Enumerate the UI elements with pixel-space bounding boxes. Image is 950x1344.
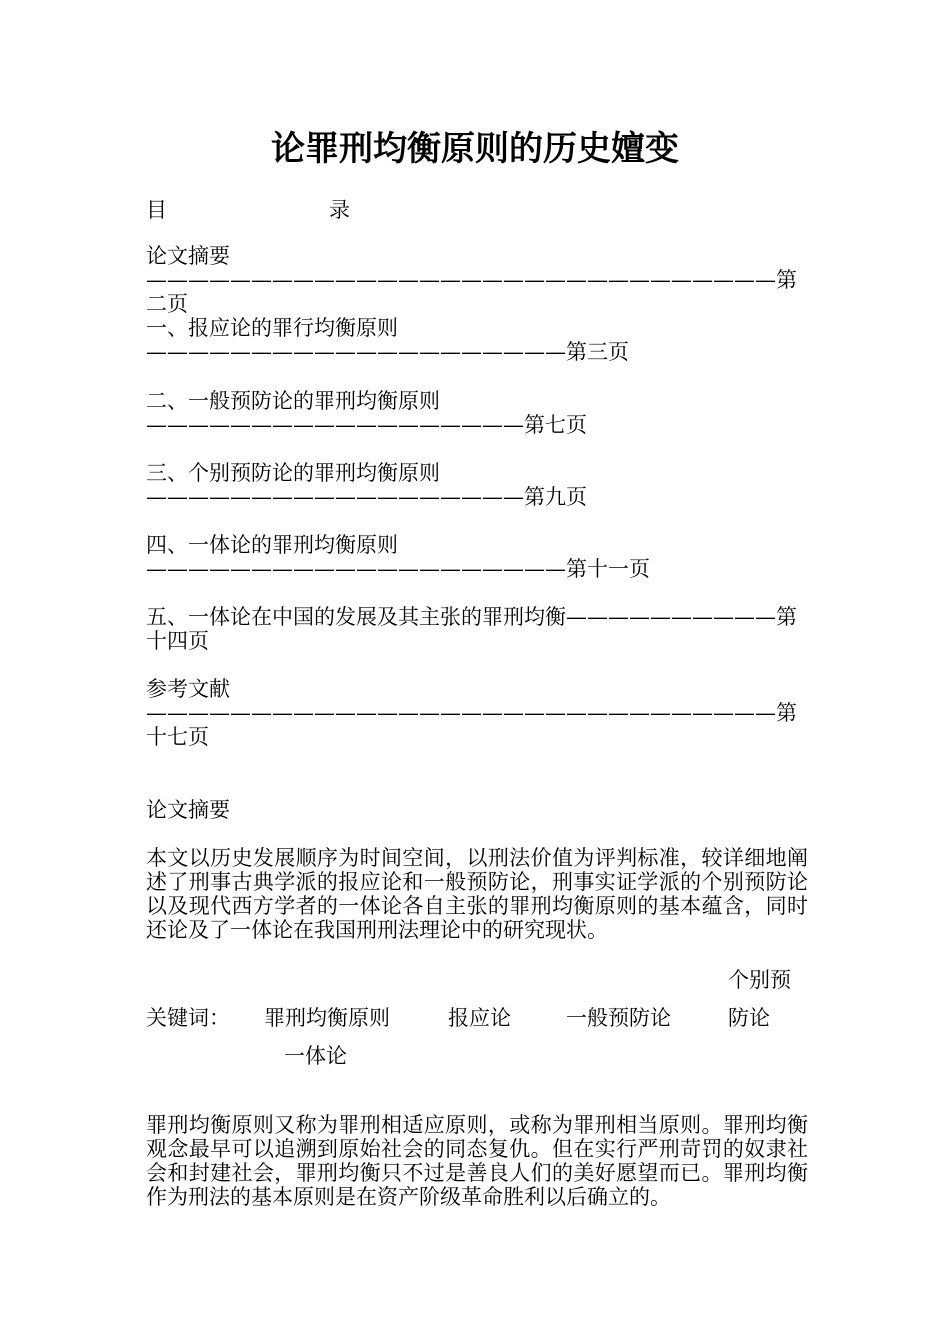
toc-entry-page: 第七页 <box>524 413 587 437</box>
keyword: 一般预防论 <box>566 1006 671 1030</box>
keyword: 一体论 <box>284 1044 347 1068</box>
abstract-body: 本文以历史发展顺序为时间空间，以刑法价值为评判标准，较详细地阐述了刑事古典学派的报应论和一般预防论，刑事实证学派的个别预防论以及现代西方学者的一体论各自主张的罪刑均衡原则的基本蕴含，同时还论及了一体论在我国刑刑法理论中的研究现状。 <box>146 846 808 942</box>
keyword: 报应论 <box>448 1006 511 1030</box>
toc-entry-leader: —————————— <box>566 605 776 629</box>
toc-entry-page: 第十七页 <box>146 701 797 749</box>
toc-entry <box>146 605 808 653</box>
document-title: 论罪刑均衡原则的历史嬗变 <box>271 129 679 169</box>
toc-entry-page: 第二页 <box>146 268 797 316</box>
toc-entry-text: 三、个别预防论的罪刑均衡原则 <box>146 461 440 485</box>
keywords-label: 关键词： <box>146 1006 230 1030</box>
toc-heading <box>146 196 350 224</box>
keyword: 个别预防论 <box>728 968 791 1030</box>
toc-entry-page: 第三页 <box>566 340 629 364</box>
intro-paragraph: 罪刑均衡原则又称为罪刑相适应原则，或称为罪刑相当原则。罪刑均衡观念最早可以追溯到原始社会的同态复仇。但在实行严刑苛罚的奴隶社会和封建社会，罪刑均衡只不过是善良人们的美好愿望而已。罪刑均衡作为刑法的基本原则是在资产阶级革命胜利以后确立的。 <box>146 1113 808 1209</box>
toc-entry <box>146 533 808 581</box>
toc-heading-right: 录 <box>329 198 350 222</box>
toc-heading-left: 目 <box>146 198 167 222</box>
toc-entry-text: 五、一体论在中国的发展及其主张的罪刑均衡 <box>146 605 566 629</box>
toc-entry-text: 参考文献 <box>146 677 230 701</box>
toc-entry-leader: —————————————————————————————— <box>146 701 776 725</box>
toc-entry-page: 第九页 <box>524 485 587 509</box>
toc-entry-page: 第十一页 <box>566 557 650 581</box>
toc-entry-text: 一、报应论的罪行均衡原则 <box>146 316 398 340</box>
toc-entry-text: 二、一般预防论的罪刑均衡原则 <box>146 389 440 413</box>
toc-entry <box>146 316 808 364</box>
keyword: 罪刑均衡原则 <box>264 1006 390 1030</box>
toc-entry-leader: ———————————————————— <box>146 557 566 581</box>
toc-entry-leader: —————————————————— <box>146 413 524 437</box>
toc-entry <box>146 677 808 749</box>
toc-entry-leader: —————————————————————————————— <box>146 268 776 292</box>
abstract-heading: 论文摘要 <box>146 798 230 822</box>
toc-entry-page: 第十四页 <box>146 605 797 653</box>
toc-entry-leader: —————————————————— <box>146 485 524 509</box>
toc-entry <box>146 461 808 509</box>
toc-entry-leader: ———————————————————— <box>146 340 566 364</box>
keywords-row <box>146 961 808 1075</box>
toc-entry <box>146 244 808 316</box>
toc-entry <box>146 389 808 437</box>
toc-entry-text: 四、一体论的罪刑均衡原则 <box>146 533 398 557</box>
toc-entry-text: 论文摘要 <box>146 244 230 268</box>
